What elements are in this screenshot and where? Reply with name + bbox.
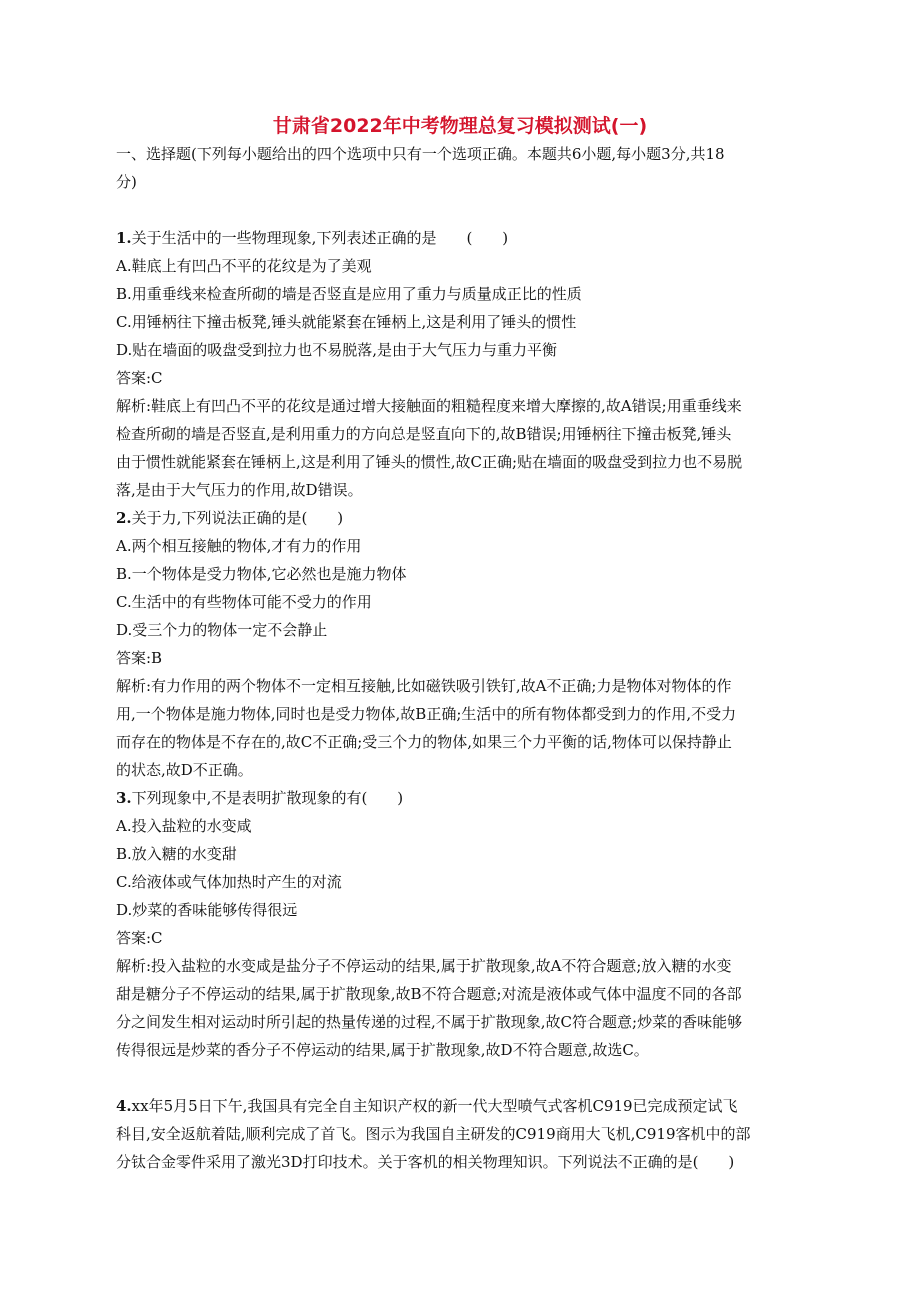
document-body (116, 140, 806, 1176)
option-a: A.两个相互接触的物体,才有力的作用 (116, 537, 362, 555)
option-b: B.一个物体是受力物体,它必然也是施力物体 (116, 565, 407, 583)
section-heading-line-1: 一、选择题(下列每小题给出的四个选项中只有一个选项正确。本题共6小题,每小题3分,共18 (116, 145, 725, 163)
analysis-line: 分之间发生相对运动时所引起的热量传递的过程,不属于扩散现象,故C符合题意;炒菜的香味能够 (116, 1013, 743, 1031)
analysis-line: 解析:鞋底上有凹凸不平的花纹是通过增大接触面的粗糙程度来增大摩擦的,故A错误;用重垂线来 (116, 397, 742, 415)
analysis-line: 传得很远是炒菜的香分子不停运动的结果,属于扩散现象,故D不符合题意,故选C。 (116, 1041, 649, 1059)
option-b: B.放入糖的水变甜 (116, 845, 237, 863)
option-c: C.用锤柄往下撞击板凳,锤头就能紧套在锤柄上,这是利用了锤头的惯性 (116, 313, 577, 331)
answer: 答案:B (116, 649, 163, 667)
question-stem-line: 分钛合金零件采用了激光3D打印技术。关于客机的相关物理知识。下列说法不正确的是( ) (116, 1153, 735, 1171)
analysis-line: 甜是糖分子不停运动的结果,属于扩散现象,故B不符合题意;对流是液体或气体中温度不同的各部 (116, 985, 742, 1003)
analysis-line: 由于惯性就能紧套在锤柄上,这是利用了锤头的惯性,故C正确;贴在墙面的吸盘受到拉力也不易脱 (116, 453, 743, 471)
analysis-line: 用,一个物体是施力物体,同时也是受力物体,故B正确;生活中的所有物体都受到力的作用,不受力 (116, 705, 737, 723)
question-3 (116, 784, 806, 1064)
answer: 答案:C (116, 929, 163, 947)
analysis-line: 检查所砌的墙是否竖直,是利用重力的方向总是竖直向下的,故B错误;用锤柄往下撞击板凳,锤头 (116, 425, 732, 443)
question-stem: 1.关于生活中的一些物理现象,下列表述正确的是 ( ) (116, 229, 509, 247)
question-4 (116, 1092, 806, 1176)
option-d: D.贴在墙面的吸盘受到拉力也不易脱落,是由于大气压力与重力平衡 (116, 341, 558, 359)
question-stem: 4.xx年5月5日下午,我国具有完全自主知识产权的新一代大型喷气式客机C919已完成预定试飞 (116, 1097, 738, 1115)
analysis-line: 解析:投入盐粒的水变咸是盐分子不停运动的结果,属于扩散现象,故A不符合题意;放入糖的水变 (116, 957, 732, 975)
question-stem: 3.下列现象中,不是表明扩散现象的有( ) (116, 789, 404, 807)
option-c: C.给液体或气体加热时产生的对流 (116, 873, 342, 891)
option-d: D.炒菜的香味能够传得很远 (116, 901, 298, 919)
option-b: B.用重垂线来检查所砌的墙是否竖直是应用了重力与质量成正比的性质 (116, 285, 582, 303)
option-d: D.受三个力的物体一定不会静止 (116, 621, 328, 639)
analysis-line: 落,是由于大气压力的作用,故D错误。 (116, 481, 363, 499)
analysis-line: 的状态,故D不正确。 (116, 761, 253, 779)
question-stem: 2.关于力,下列说法正确的是( ) (116, 509, 344, 527)
option-a: A.鞋底上有凹凸不平的花纹是为了美观 (116, 257, 372, 275)
question-number: 3. (116, 789, 132, 807)
question-number: 2. (116, 509, 132, 527)
analysis-line: 解析:有力作用的两个物体不一定相互接触,比如磁铁吸引铁钉,故A不正确;力是物体对物体的作 (116, 677, 732, 695)
question-stem-line: 科目,安全返航着陆,顺利完成了首飞。图示为我国自主研发的C919商用大飞机,C919客机中的部 (116, 1125, 751, 1143)
analysis-line: 而存在的物体是不存在的,故C不正确;受三个力的物体,如果三个力平衡的话,物体可以保持静止 (116, 733, 732, 751)
question-2 (116, 504, 806, 784)
section-heading-line-2: 分) (116, 173, 137, 191)
question-number: 4. (116, 1097, 132, 1115)
option-a: A.投入盐粒的水变咸 (116, 817, 252, 835)
option-c: C.生活中的有些物体可能不受力的作用 (116, 593, 372, 611)
page-title: 甘肃省2022年中考物理总复习模拟测试(一) (272, 115, 648, 137)
answer: 答案:C (116, 369, 163, 387)
question-number: 1. (116, 229, 132, 247)
question-1 (116, 224, 806, 504)
